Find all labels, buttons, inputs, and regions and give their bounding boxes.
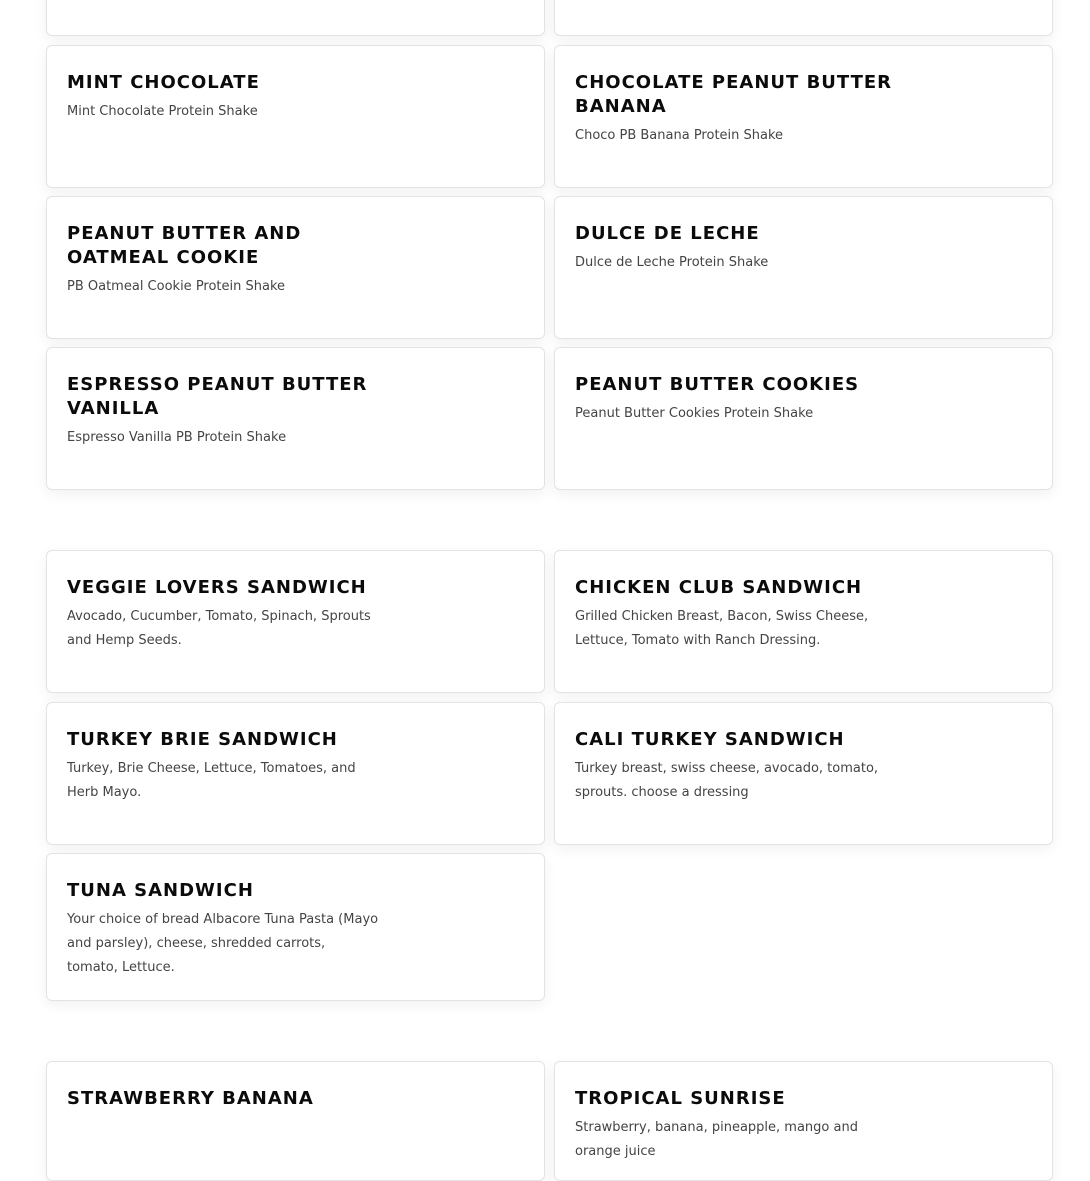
menu-item-card[interactable]	[46, 853, 545, 1001]
menu-item-card[interactable]	[46, 45, 545, 188]
menu-item-title: DULCE DE LECHE	[575, 223, 760, 244]
menu-item-title: TROPICAL SUNRISE	[575, 1088, 786, 1109]
menu-item-description: Strawberry, banana, pineapple, mango and orange juice	[575, 1120, 858, 1159]
menu-item-card[interactable]	[46, 702, 545, 845]
menu-item-card[interactable]	[46, 347, 545, 490]
menu-item-title: TUNA SANDWICH	[67, 880, 254, 901]
menu-item-card[interactable]	[46, 196, 545, 339]
menu-item-card[interactable]	[46, 550, 545, 693]
menu-item-title: STRAWBERRY BANANA	[67, 1088, 314, 1109]
menu-item-title: MINT CHOCOLATE	[67, 72, 260, 93]
menu-item-card[interactable]	[554, 1061, 1053, 1181]
menu-item-title: CHICKEN CLUB SANDWICH	[575, 577, 863, 598]
menu-item-card-partial[interactable]	[46, 0, 545, 36]
menu-item-card[interactable]	[46, 1061, 545, 1181]
menu-item-description: Avocado, Cucumber, Tomato, Spinach, Sprouts and Hemp Seeds.	[67, 609, 371, 648]
menu-item-title: VEGGIE LOVERS SANDWICH	[67, 577, 367, 598]
menu-item-title: TURKEY BRIE SANDWICH	[67, 729, 338, 750]
menu-item-title: PEANUT BUTTER COOKIES	[575, 374, 860, 395]
menu-item-title: PEANUT BUTTER AND OATMEAL COOKIE	[67, 223, 302, 268]
menu-item-description: Grilled Chicken Breast, Bacon, Swiss Cheese, Lettuce, Tomato with Ranch Dressing.	[575, 609, 869, 648]
menu-item-card-partial[interactable]	[554, 0, 1053, 36]
menu-item-description: Peanut Butter Cookies Protein Shake	[575, 406, 814, 421]
menu-item-card[interactable]	[554, 196, 1053, 339]
menu-item-card[interactable]	[554, 550, 1053, 693]
menu-item-description: Mint Chocolate Protein Shake	[67, 104, 258, 119]
menu-item-description: Dulce de Leche Protein Shake	[575, 255, 769, 270]
menu-item-description: PB Oatmeal Cookie Protein Shake	[67, 279, 286, 294]
menu-item-title: CHOCOLATE PEANUT BUTTER BANANA	[575, 72, 893, 117]
menu-item-card[interactable]	[554, 347, 1053, 490]
menu-item-card[interactable]	[554, 702, 1053, 845]
menu-item-description: Your choice of bread Albacore Tuna Pasta (Mayo and parsley), cheese, shredded carrots, tomato, Lettuce.	[67, 912, 379, 975]
menu-item-description: Espresso Vanilla PB Protein Shake	[67, 430, 287, 445]
menu-item-card[interactable]	[554, 45, 1053, 188]
menu-item-title: CALI TURKEY SANDWICH	[575, 729, 845, 750]
menu-item-description: Choco PB Banana Protein Shake	[575, 128, 784, 143]
menu-item-title: ESPRESSO PEANUT BUTTER VANILLA	[67, 374, 368, 419]
menu-item-description: Turkey, Brie Cheese, Lettuce, Tomatoes, and Herb Mayo.	[67, 761, 356, 800]
menu-item-description: Turkey breast, swiss cheese, avocado, tomato, sprouts. choose a dressing	[575, 761, 879, 800]
